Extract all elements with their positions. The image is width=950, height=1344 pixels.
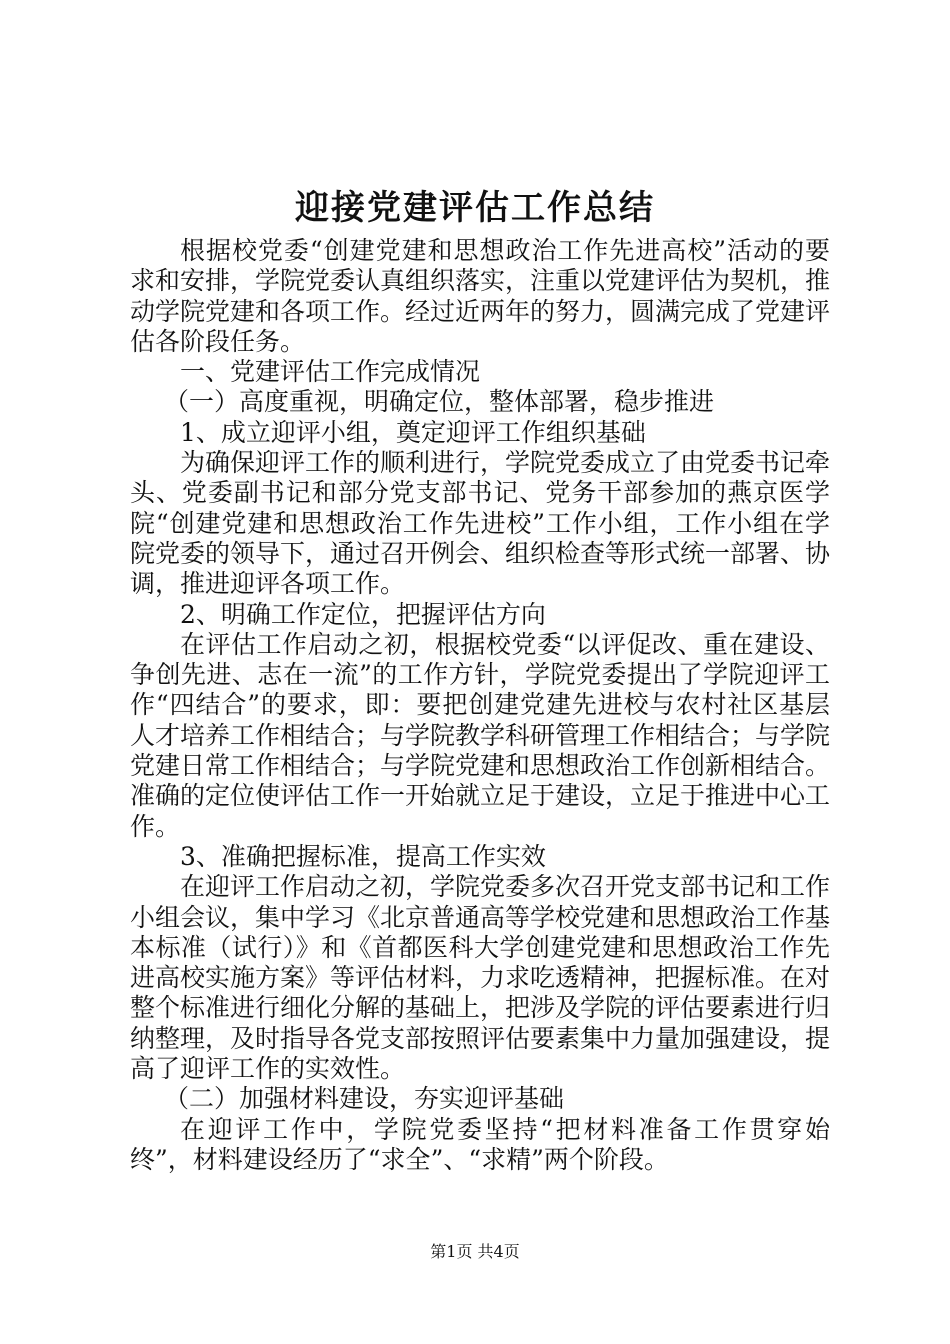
item-heading-2: 2、明确工作定位，把握评估方向: [180, 599, 546, 629]
subsection-paragraph-2: 在迎评工作中，学院党委坚持“把材料准备工作贯穿始终”，材料建设经历了“求全”、“求精”两个阶段。: [130, 1114, 830, 1174]
page-footer: 第1页 共4页: [430, 1242, 520, 1261]
item-paragraph-2: 在评估工作启动之初，根据校党委“以评促改、重在建设、争创先进、志在一流”的工作方针，学院党委提出了学院迎评工作“四结合”的要求，即：要把创建党建先进校与农村社区基层人才培养工作相结合；与学院教学科研管理工作相结合；与学院党建日常工作相结合；与学院党建和思想政治工作创新相结合。准确的定位使评估工作一开始就立足于建设，立足于推进中心工作。: [130, 629, 831, 841]
item-paragraph-1: 为确保迎评工作的顺利进行，学院党委成立了由党委书记牵头、党委副书记和部分党支部书记、党务干部参加的燕京医学院“创建党建和思想政治工作先进校”工作小组，工作小组在学院党委的领导下，通过召开例会、组织检查等形式统一部署、协调，推进迎评各项工作。: [130, 448, 831, 599]
item-heading-1: 1、成立迎评小组，奠定迎评工作组织基础: [180, 417, 646, 447]
section-heading-1: 一、党建评估工作完成情况: [180, 357, 481, 387]
subsection-heading-1: （一）高度重视，明确定位，整体部署，稳步推进: [164, 387, 715, 417]
item-heading-3: 3、准确把握标准，提高工作实效: [180, 841, 546, 871]
subsection-heading-2: （二）加强材料建设，夯实迎评基础: [164, 1084, 565, 1114]
item-paragraph-3: 在迎评工作启动之初，学院党委多次召开党支部书记和工作小组会议，集中学习《北京普通高等学校党建和思想政治工作基本标准（试行）》和《首都医科大学创建党建和思想政治工作先进高校实施方案》等评估材料，力求吃透精神，把握标准。在对整个标准进行细化分解的基础上，把涉及学院的评估要素进行归纳整理，及时指导各党支部按照评估要素集中力量加强建设，提高了迎评工作的实效性。: [130, 872, 831, 1084]
intro-paragraph: 根据校党委“创建党建和思想政治工作先进高校”活动的要求和安排，学院党委认真组织落实，注重以党建评估为契机，推动学院党建和各项工作。经过近两年的努力，圆满完成了党建评估各阶段任务。: [130, 236, 831, 356]
document-title: 迎接党建评估工作总结: [295, 188, 655, 228]
document-body: [130, 236, 830, 1175]
